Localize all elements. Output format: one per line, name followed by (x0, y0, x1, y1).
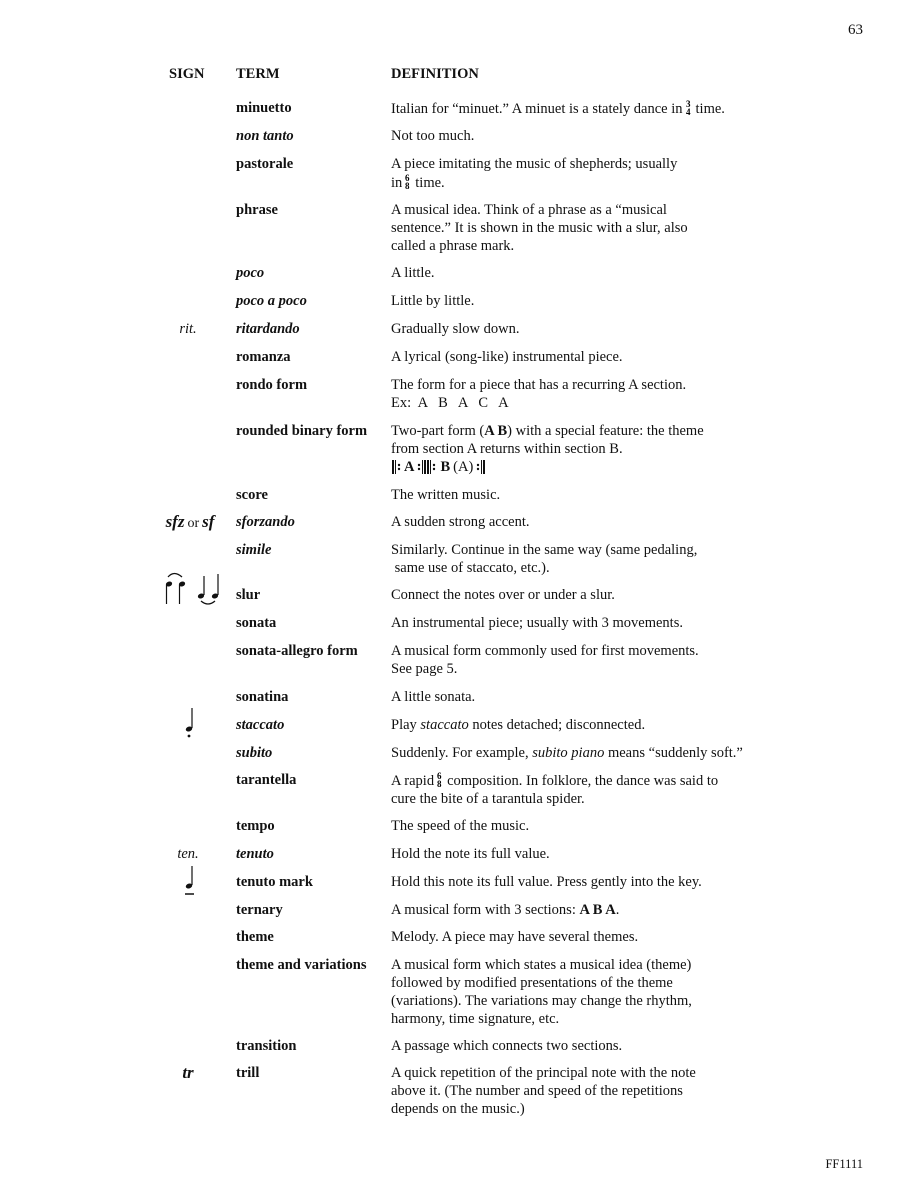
definition: Italian for “minuet.” A minuet is a stately dance in 3 4 time. (391, 99, 725, 117)
definition: A passage which connects two sections. (391, 1038, 623, 1054)
term: poco a poco (236, 293, 307, 309)
definition: A musical form commonly used for first movements. See page 5. (391, 643, 699, 677)
repeat-end-icon (476, 459, 486, 475)
sign-ten: ten. (177, 846, 199, 862)
header-definition: DEFINITION (391, 66, 479, 82)
definition: A lyrical (song-like) instrumental piece. (391, 349, 623, 365)
term: minuetto (236, 100, 292, 116)
definition: A sudden strong accent. (391, 514, 530, 530)
term: tempo (236, 818, 275, 834)
definition: Suddenly. For example, subito piano means “suddenly soft.” (391, 745, 743, 761)
definition: A piece imitating the music of shepherds; usually in 6 8 time. (391, 156, 678, 191)
term: rondo form (236, 377, 308, 393)
definition: Not too much. (391, 128, 475, 144)
header-term: TERM (236, 66, 280, 82)
slur-icon (160, 570, 224, 608)
term: sonata-allegro form (236, 643, 358, 659)
term: theme and variations (236, 957, 367, 973)
tenuto-note-icon (183, 865, 197, 899)
term: theme (236, 929, 274, 945)
term: ritardando (236, 321, 300, 337)
definition: Hold the note its full value. (391, 846, 550, 862)
term: ternary (236, 902, 283, 918)
definition: Two-part form (A B) with a special feature: the theme from section A returns within section B. A B (A) (391, 423, 704, 475)
svg-text:6: 6 (405, 173, 410, 183)
definition: A little. (391, 265, 435, 281)
term: tarantella (236, 772, 297, 788)
definition: Melody. A piece may have several themes. (391, 929, 639, 945)
header-sign: SIGN (169, 66, 205, 82)
sforzando-sign: sfz or sf (165, 512, 215, 531)
definition: A little sonata. (391, 689, 476, 705)
definition: A quick repetition of the principal note with the note above it. (The number and speed of the repetitions depends on the music.) (391, 1065, 696, 1117)
definition: Gradually slow down. (391, 321, 520, 337)
term: trill (236, 1065, 260, 1081)
term: sonatina (236, 689, 289, 705)
term: sonata (236, 615, 277, 631)
svg-text:8: 8 (405, 181, 410, 190)
time-signature-6-8-icon (404, 173, 413, 190)
repeat-both-icon (417, 459, 437, 475)
svg-text:4: 4 (685, 107, 691, 116)
footer-code: FF1111 (825, 1157, 863, 1171)
definition: A musical form which states a musical idea (theme) followed by modified presentations of the theme (variations). The variations may change the rhythm, harmony, time signature, etc. (391, 957, 692, 1027)
term: phrase (236, 202, 278, 218)
definition: A musical form with 3 sections: A B A. (391, 902, 620, 918)
page-number: 63 (848, 22, 863, 38)
definition: The form for a piece that has a recurring A section. Ex: A B A C A (391, 377, 687, 411)
definition: A rapid 6 8 composition. In folklore, the dance was said to cure the bite of a tarantula spider. (391, 771, 719, 807)
term: transition (236, 1038, 297, 1054)
term: poco (236, 265, 265, 281)
term: romanza (236, 349, 291, 365)
term: subito (236, 745, 273, 761)
svg-text:6: 6 (437, 771, 442, 781)
term: rounded binary form (236, 423, 368, 439)
definition: Little by little. (391, 293, 475, 309)
repeat-start-icon (391, 459, 401, 475)
term: simile (236, 542, 272, 558)
definition: Connect the notes over or under a slur. (391, 587, 615, 603)
definition: The written music. (391, 487, 501, 503)
section-a-return-label: (A) (453, 459, 474, 475)
term: tenuto (236, 846, 274, 862)
time-signature-3-4-icon (685, 99, 694, 116)
section-a-label: A (404, 459, 415, 475)
definition: The speed of the music. (391, 818, 530, 834)
definition: Hold this note its full value. Press gently into the key. (391, 874, 702, 890)
term: staccato (236, 717, 285, 733)
time-signature-6-8-icon (436, 771, 445, 788)
term: slur (236, 587, 261, 603)
definition: Similarly. Continue in the same way (same pedaling, same use of staccato, etc.). (391, 542, 698, 576)
svg-text:8: 8 (437, 779, 442, 788)
term: pastorale (236, 156, 294, 172)
term: score (236, 487, 268, 503)
definition: Play staccato notes detached; disconnected. (391, 717, 646, 733)
svg-text:3: 3 (685, 99, 691, 109)
trill-sign: tr (182, 1063, 194, 1082)
sign-rit: rit. (179, 321, 197, 337)
staccato-note-icon (183, 706, 197, 740)
definition: A musical idea. Think of a phrase as a “musical sentence.” It is shown in the music with a slur, also called a phrase mark. (391, 202, 688, 254)
term: sforzando (236, 514, 295, 530)
term: tenuto mark (236, 874, 313, 890)
section-b-label: B (440, 459, 451, 475)
definition: An instrumental piece; usually with 3 movements. (391, 615, 683, 631)
term: non tanto (236, 128, 294, 144)
